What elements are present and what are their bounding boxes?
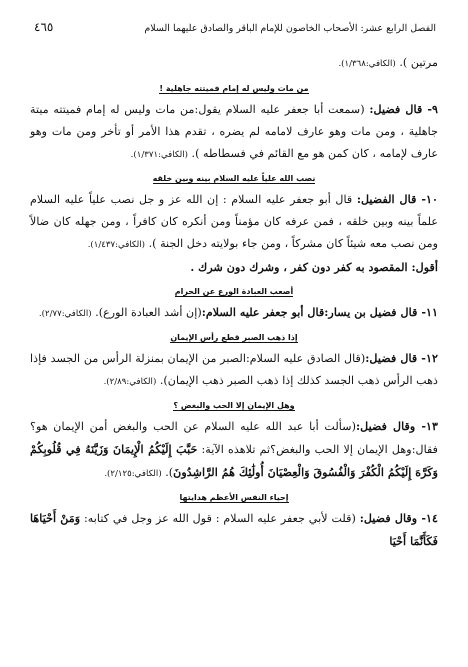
hadith-number-label: ١١- قال فضيل بن يسار:قال أبو جعفر عليه السلام: xyxy=(201,305,438,319)
section-heading-text: إحياء النفس الأعظم هدايتها xyxy=(179,493,289,502)
paragraph-text: (سألت أبا عبد الله عليه السلام عن الحب والبغض أمن الإيمان هو؟ فقال:وهل الإيمان إلا الحب والبغض؟ثم تلاهذه الآية: xyxy=(30,420,439,456)
paragraph-text: (سمعت أبا جعفر عليه السلام يقول:من مات وليس له إمام فميتته ميتة جاهلية ، ومن مات وهو عارف لامامه لم يضره ، تقدم هذا الأمر أو تأخر ومن مات وهو عارف لإمامه ، كان كمن هو مع القائم في فسطاطه ). xyxy=(30,103,438,160)
paragraph-text: مرتين ). xyxy=(395,56,438,69)
quran-verse: حَبَّبَ إِلَيْكُمُ الْإِيمَانَ وَزَيَّنَهُ فِي قُلُوبِكُمْ وَكَرَّهَ إِلَيْكُمُ الْكُفْرَ وَالْفُسُوقَ وَالْعِصْيَانَ أُولَٰئِكَ هُمُ الرَّاشِدُونَ xyxy=(30,442,438,479)
section-heading xyxy=(30,173,438,185)
citation: (الكافي:١/٣٦٨). xyxy=(338,59,396,69)
paragraph-text: (قال الصادق عليه السلام:الصبر من الإيمان بمنزلة الرأس من الجسد فإذا ذهب الرأس ذهب الجسد كذلك إذا ذهب الصبر ذهب الإيمان). xyxy=(30,352,438,387)
section-heading-text: إذا ذهب الصبر قطع رأس الإيمان xyxy=(170,333,298,342)
page-number: ٤٦٥ xyxy=(34,20,54,34)
hadith-paragraph xyxy=(30,188,438,256)
section-heading-text: نصب الله علياً عليه السلام بينه وبين خلقه xyxy=(152,174,316,183)
commentary-label: أقول: xyxy=(411,260,438,274)
hadith-number-label: ١٣- وقال فضيل: xyxy=(355,419,439,433)
hadith-paragraph xyxy=(30,301,438,325)
hadith-paragraph xyxy=(30,347,438,393)
paragraph-text: المقصود به كفر دون كفر ، وشرك دون شرك . xyxy=(190,260,412,274)
citation: (الكافي:١/٣٧١). xyxy=(130,150,188,160)
paragraph-text: (إن أشد العبادة الورع). xyxy=(91,306,202,319)
commentary-paragraph xyxy=(30,256,438,279)
running-title: الفصل الرابع عشر: الأصحاب الخاصون للإمام الباقر والصادق عليهما السلام xyxy=(144,23,436,34)
quran-verse: وَمَنْ أَحْيَاهَا فَكَأَنَّمَا أَحْيَا xyxy=(30,511,438,548)
hadith-number-label: ١٤- وقال فضيل: xyxy=(359,511,439,525)
citation: (الكافي:٢/١٢٥). xyxy=(104,469,162,479)
section-heading xyxy=(30,83,438,95)
hadith-paragraph xyxy=(30,415,438,485)
section-heading-text: أصعب العبادة الورع عن الحرام xyxy=(174,287,294,296)
hadith-number-label: ١٢- قال فضيل: xyxy=(365,351,438,365)
section-heading xyxy=(30,286,438,298)
paragraph-text-after: ). xyxy=(161,466,174,479)
hadith-paragraph xyxy=(30,98,438,166)
citation: (الكافي:٢/٧٧). xyxy=(38,309,92,319)
hadith-number-label: ١٠- قال الفضيل: xyxy=(356,192,438,206)
section-heading xyxy=(30,332,438,344)
paragraph-text: (قلت لأبي جعفر عليه السلام : قول الله عز وجل في كتابه: xyxy=(80,512,360,525)
citation: (الكافي:١/٤٣٧). xyxy=(87,240,146,250)
section-heading xyxy=(30,492,438,504)
paragraph-text: قال أبو جعفر عليه السلام : إن الله عز و جل نصب علياً عليه السلام علماً بينه وبين خلقه ، فمن عرفه كان مؤمناً ومن أنكره كان كافراً ، ومن جهله كان ضالاً ومن نصب معه شيئاً كان مشركاً ، ومن جاء بولايته دخل الجنة ). xyxy=(30,193,438,250)
page-header xyxy=(30,20,438,36)
paragraph-continuation xyxy=(30,52,438,75)
section-heading-text: من مات وليس له إمام فميتته جاهلية ! xyxy=(159,84,309,93)
hadith-paragraph xyxy=(30,507,438,553)
hadith-number-label: ٩- قال فضيل: xyxy=(369,102,438,116)
citation: (الكافي:٢/٨٩). xyxy=(103,377,157,387)
section-heading-text: وهل الإيمان إلا الحب والبغض ؟ xyxy=(173,401,295,410)
section-heading xyxy=(30,400,438,412)
